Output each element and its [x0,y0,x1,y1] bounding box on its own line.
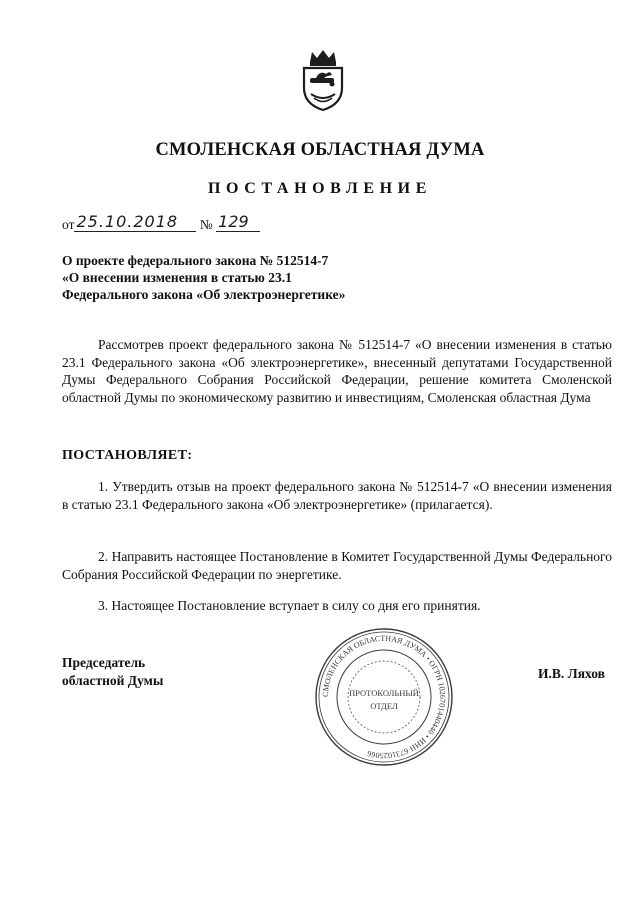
subject-line: О проекте федерального закона № 512514-7 [62,253,329,268]
seal-center-line2: ОТДЕЛ [370,701,398,711]
subject-block [62,252,482,303]
preamble-paragraph: Рассмотрев проект федерального закона № 512514-7 «О внесении изменения в статью 23.1 Федерального закона «Об электроэнергетике», внесенный депутатами Государственной Думы Федерального Собрания Российской Федерации, решение комитета Смоленской областной Думы по экономическому развитию и инвестициям, Смоленская областная Дума [62,337,612,405]
seal-center-line1: ПРОТОКОЛЬНЫЙ [349,688,419,698]
registration-line [62,214,260,234]
organization-title: СМОЛЕНСКАЯ ОБЛАСТНАЯ ДУМА [155,140,485,160]
handwritten-number: 129 [216,212,260,232]
signer-title [62,654,163,689]
resolution-item-2: 2. Направить настоящее Постановление в Комитет Государственной Думы Федерального Собрания Российской Федерации по энергетике. [62,549,612,582]
document-type-heading: ПОСТАНОВЛЕНИЕ [208,180,432,197]
handwritten-date: 25.10.2018 [74,212,196,232]
subject-line: «О внесении изменения в статью 23.1 [62,270,292,285]
subject-line: Федерального закона «Об электроэнергетике» [62,287,346,302]
signer-name: И.В. Ляхов [538,666,605,681]
signer-title-line: Председатель [62,655,146,670]
number-prefix: № [199,217,213,232]
resolves-heading: ПОСТАНОВЛЯЕТ: [62,448,193,463]
resolution-item-1: 1. Утвердить отзыв на проект федерального закона № 512514-7 «О внесении изменения в статью 23.1 Федерального закона «Об электроэнергетике» (прилагается). [62,479,612,512]
signer-title-line: областной Думы [62,672,164,688]
seal-ring-text: СМОЛЕНСКАЯ ОБЛАСТНАЯ ДУМА • ОГРН 1026701440440 • ИНН 6731025066 [320,633,448,761]
coat-of-arms-icon [296,48,350,112]
date-prefix: от [62,217,75,232]
official-seal-icon [313,626,455,768]
resolution-item-3: 3. Настоящее Постановление вступает в силу со дня его принятия. [98,598,481,613]
